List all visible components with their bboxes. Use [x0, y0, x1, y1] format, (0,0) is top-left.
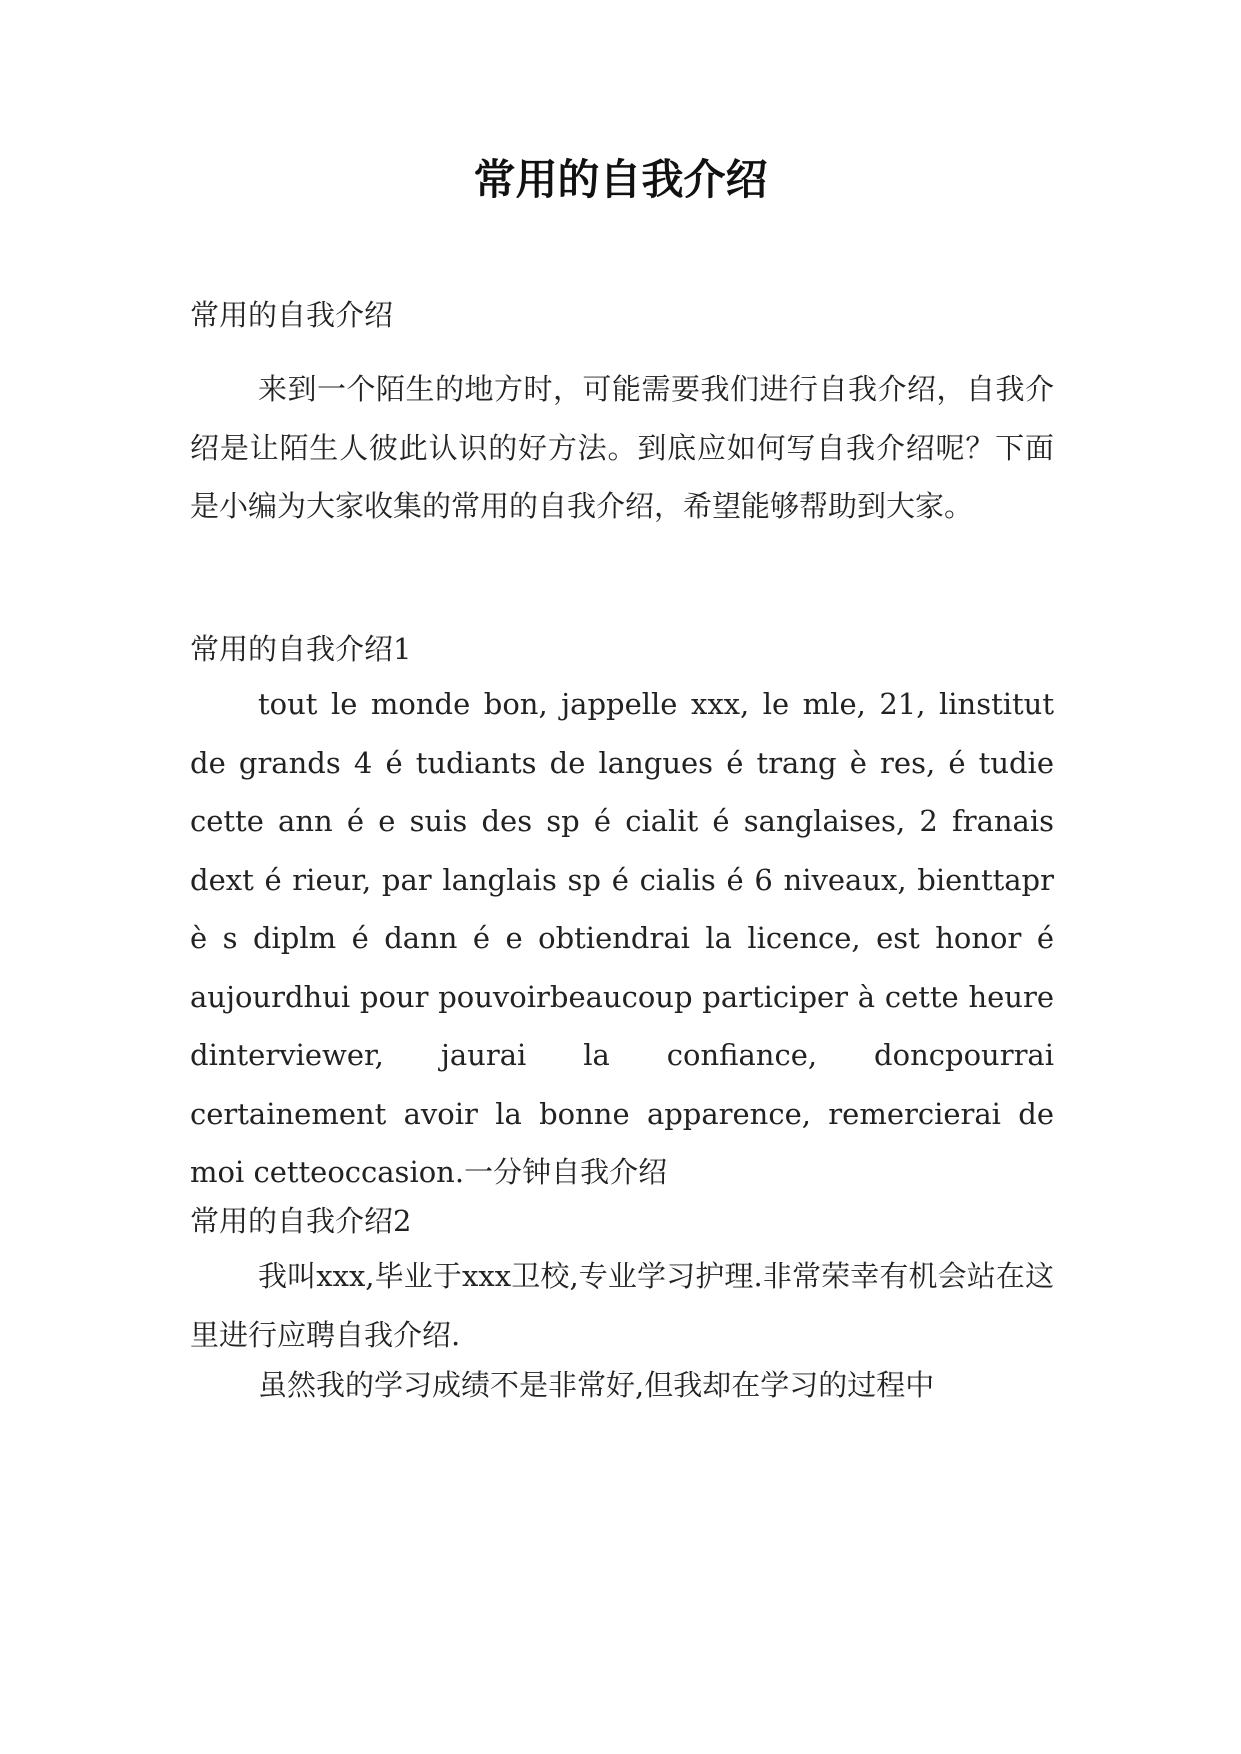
- section-2-paragraph-1: 我叫xxx,毕业于xxx卫校,专业学习护理.非常荣幸有机会站在这里进行应聘自我介绍.: [190, 1259, 1054, 1352]
- section-heading-2: 常用的自我介绍2: [190, 1204, 412, 1238]
- section-2-paragraph-2: 虽然我的学习成绩不是非常好,但我却在学习的过程中: [258, 1368, 935, 1402]
- section-1-body: tout le monde bon, jappelle xxx, le mle, 21, linstitut de grands 4 é tudiants de langues é trang è res, é tudie cette ann é e suis des sp é cialit é sanglaises, 2 franais dext é rieur, par langlais sp é cialis é 6 niveaux, bienttapr è s diplm é dann é e obtiendrai la licence, est honor é aujourdhui pour pouvoirbeaucoup participer à cette heure dinterviewer, jaurai la confiance, doncpourrai certainement avoir la bonne apparence, remercierai de moi cetteoccasion.一分钟自我介绍: [190, 687, 1054, 1189]
- document-subtitle: 常用的自我介绍: [190, 298, 394, 332]
- section-heading-1: 常用的自我介绍1: [190, 632, 412, 666]
- intro-paragraph: 来到一个陌生的地方时，可能需要我们进行自我介绍，自我介绍是让陌生人彼此认识的好方法。到底应如何写自我介绍呢？下面是小编为大家收集的常用的自我介绍，希望能够帮助到大家。: [190, 372, 1054, 523]
- document-title: 常用的自我介绍: [473, 155, 768, 204]
